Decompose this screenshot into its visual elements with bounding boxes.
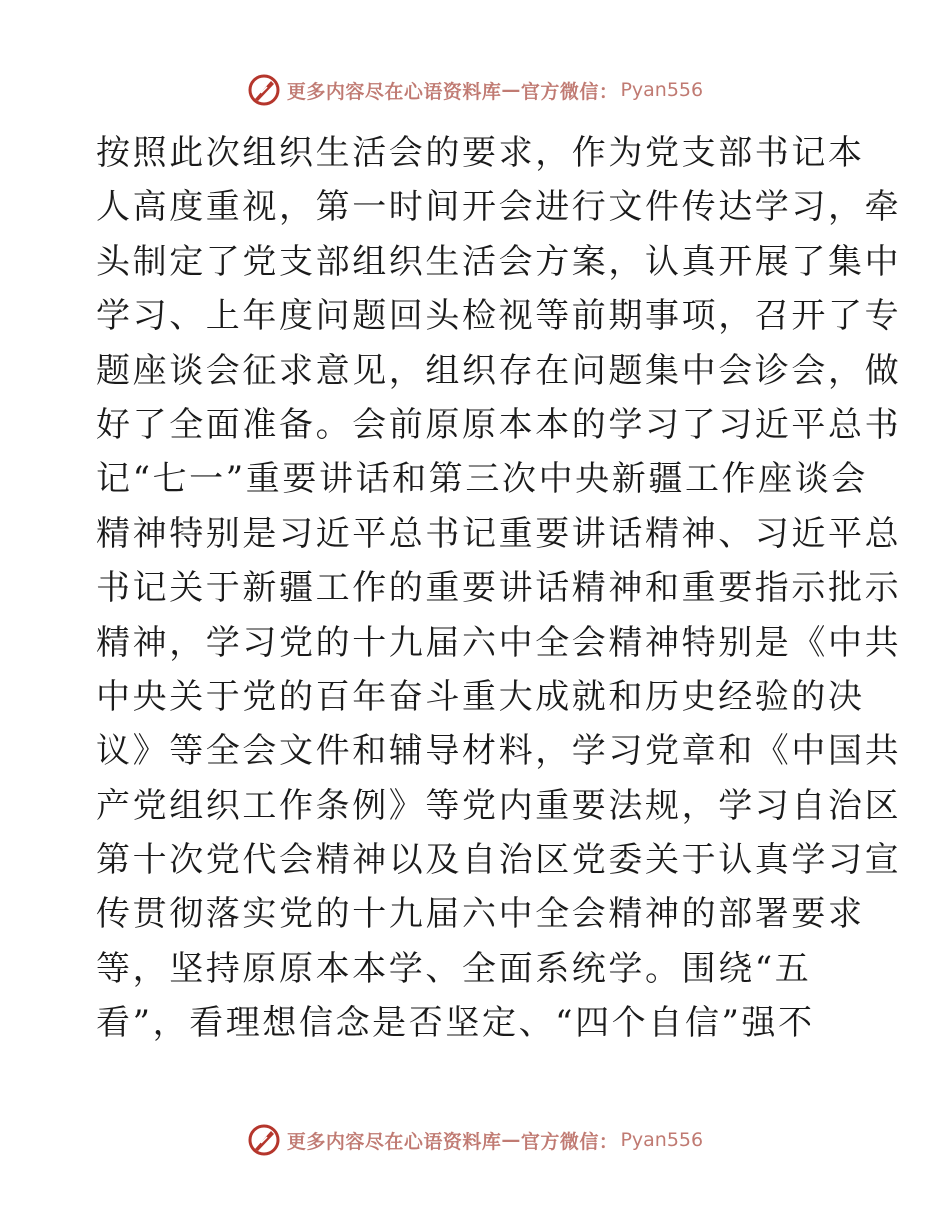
body-line: 第十次党代会精神以及自治区党委关于认真学习宣: [96, 840, 902, 881]
body-line: 书记关于新疆工作的重要讲话精神和重要指示批示: [96, 568, 902, 609]
body-line: 好了全面准备。会前原原本本的学习了习近平总书: [96, 404, 902, 445]
header-wechat-label: 官方微信：: [520, 80, 619, 103]
footer-site-text: 更多内容尽在心语资料库: [286, 1130, 502, 1153]
body-line: 中央关于党的百年奋斗重大成就和历史经验的决: [96, 676, 865, 717]
footer-wechat-label: 官方微信：: [520, 1130, 619, 1153]
body-line: 传贯彻落实党的十九届六中全会精神的部署要求: [96, 894, 865, 935]
footer-watermark: [0, 1120, 950, 1160]
body-line: 议》等全会文件和辅导材料，学习党章和《中国共: [96, 731, 902, 772]
feather-pen-logo-icon: [247, 1123, 281, 1157]
body-line: 头制定了党支部组织生活会方案，认真开展了集中: [96, 241, 902, 282]
body-line: 精神特别是习近平总书记重要讲话精神、习近平总: [96, 513, 902, 554]
footer-dash: —: [501, 1129, 521, 1151]
body-line: 人高度重视，第一时间开会进行文件传达学习，牵: [96, 187, 902, 228]
header-dash: —: [501, 79, 521, 101]
body-line: 等，坚持原原本本学、全面系统学。围绕“五: [96, 948, 812, 989]
body-line: 产党组织工作条例》等党内重要法规，学习自治区: [96, 785, 902, 826]
footer-wechat-id: Pyan556: [620, 1129, 704, 1151]
header-site-text: 更多内容尽在心语资料库: [286, 80, 502, 103]
body-line: 学习、上年度问题回头检视等前期事项，召开了专: [96, 296, 902, 337]
document-body: [96, 126, 902, 1051]
body-line: 精神，学习党的十九届六中全会精神特别是《中共: [96, 622, 902, 663]
body-line: 按照此次组织生活会的要求，作为党支部书记本: [96, 133, 865, 173]
body-line: 看”，看理想信念是否坚定、“四个自信”强不: [96, 1003, 815, 1044]
feather-pen-logo-icon: [247, 73, 281, 107]
header-watermark: [0, 70, 950, 110]
body-line: 记“七一”重要讲话和第三次中央新疆工作座谈会: [96, 459, 868, 500]
body-line: 题座谈会征求意见，组织存在问题集中会诊会，做: [96, 350, 902, 391]
header-wechat-id: Pyan556: [620, 79, 704, 101]
